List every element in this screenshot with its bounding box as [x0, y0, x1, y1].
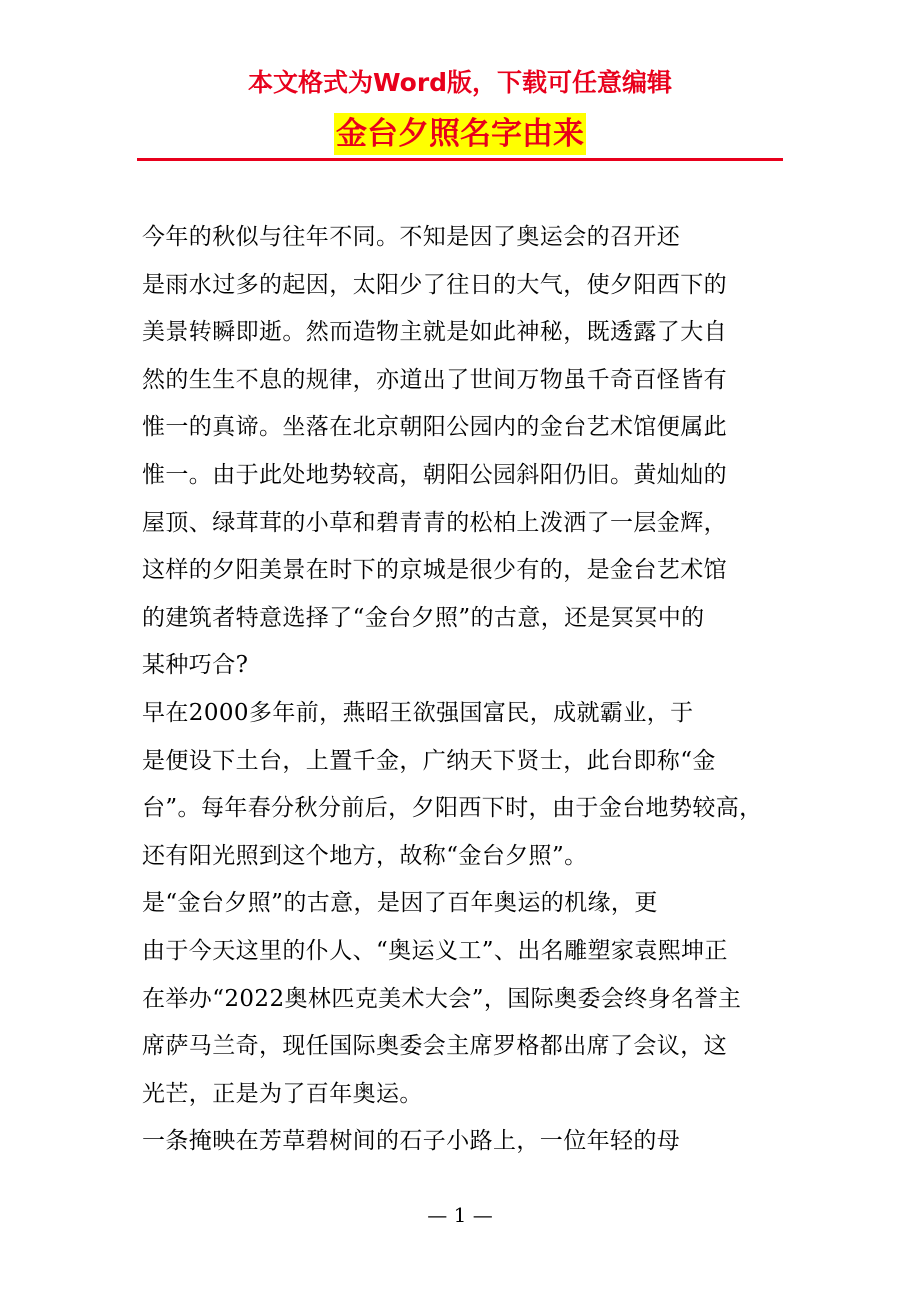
text-line: 的建筑者特意选择了“金台夕照”的古意，还是冥冥中的	[142, 604, 705, 631]
format-banner: 本文格式为Word版，下载可任意编辑	[247, 68, 673, 97]
page-number: — 1 —	[427, 1203, 493, 1227]
text-line: 这样的夕阳美景在时下的京城是很少有的，是金台艺术馆	[142, 557, 727, 584]
text-line: 美景转瞬即逝。然而造物主就是如此神秘，既透露了大自	[142, 319, 727, 346]
text-line: 在举办“2022奥林匹克美术大会”，国际奥委会终身名誉主	[142, 985, 742, 1012]
text-line: 台”。每年春分秋分前后，夕阳西下时，由于金台地势较高，	[142, 795, 763, 822]
text-line: 还有阳光照到这个地方，故称“金台夕照”。	[142, 842, 588, 869]
paragraph-4	[142, 1118, 792, 1166]
text-line: 席萨马兰奇，现任国际奥委会主席罗格都出席了会议，这	[142, 1033, 727, 1060]
paragraph-3	[142, 880, 792, 1118]
text-line: 是便设下土台，上置千金，广纳天下贤士，此台即称“金	[142, 747, 716, 774]
title-divider	[137, 158, 783, 161]
document-body	[142, 214, 792, 1166]
text-line: 是“金台夕照”的古意，是因了百年奥运的机缘，更	[142, 890, 658, 917]
text-line: 一条掩映在芳草碧树间的石子小路上，一位年轻的母	[142, 1128, 681, 1155]
paragraph-1	[142, 214, 792, 690]
text-line: 某种巧合?	[142, 652, 249, 679]
text-line: 惟一。由于此处地势较高，朝阳公园斜阳仍旧。黄灿灿的	[142, 461, 727, 488]
text-line: 光芒，正是为了百年奥运。	[142, 1080, 423, 1107]
paragraph-2	[142, 690, 792, 880]
text-line: 早在2000多年前，燕昭王欲强国富民，成就霸业，于	[142, 699, 694, 726]
text-line: 惟一的真谛。坐落在北京朝阳公园内的金台艺术馆便属此	[142, 414, 727, 441]
document-title: 金台夕照名字由来	[334, 113, 586, 155]
text-line: 是雨水过多的起因，太阳少了往日的大气，使夕阳西下的	[142, 271, 727, 298]
text-line: 然的生生不息的规律，亦道出了世间万物虽千奇百怪皆有	[142, 366, 727, 393]
text-line: 今年的秋似与往年不同。不知是因了奥运会的召开还	[142, 224, 681, 250]
text-line: 屋顶、绿茸茸的小草和碧青青的松柏上泼洒了一层金辉，	[142, 509, 727, 536]
title-wrap	[0, 113, 920, 155]
text-line: 由于今天这里的仆人、“奥运义工”、出名雕塑家袁熙坤正	[142, 937, 728, 964]
